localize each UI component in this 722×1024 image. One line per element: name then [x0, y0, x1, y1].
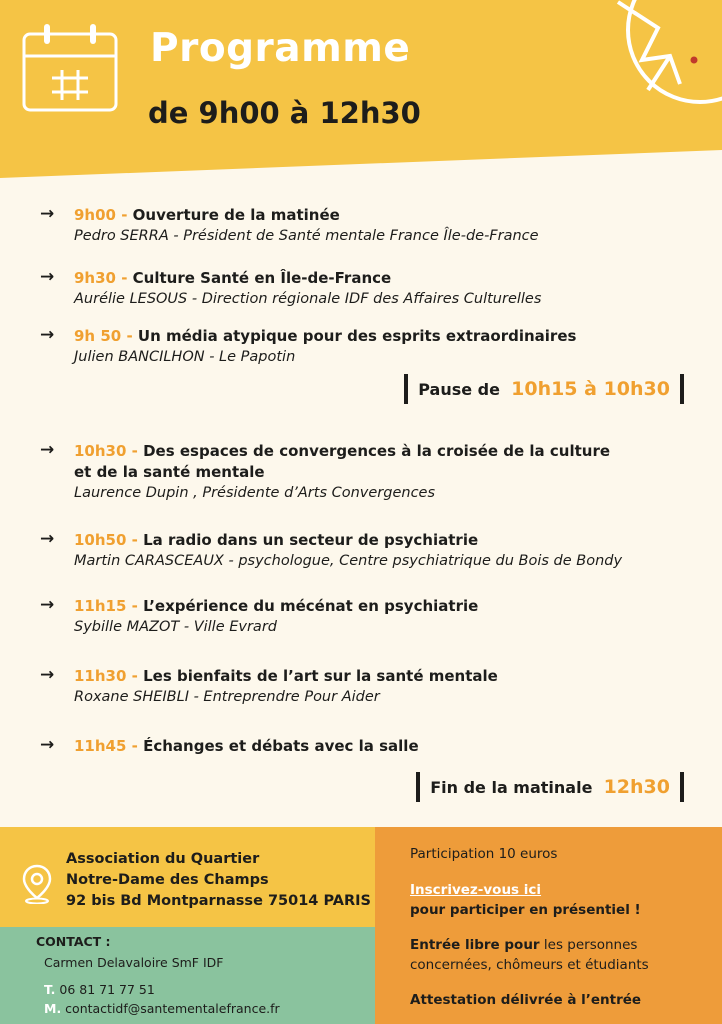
program-item: → 9h00 - Ouverture de la matinée Pedro SERRA - Président de Santé mentale France Île-de-France — [40, 205, 700, 246]
end-label: Fin de la matinale — [430, 778, 593, 797]
item-time: 11h45 — [74, 737, 127, 755]
item-title: La radio dans un secteur de psychiatrie — [143, 531, 479, 549]
item-title: Ouverture de la matinée — [132, 206, 340, 224]
page-subtitle: de 9h00 à 12h30 — [148, 96, 421, 130]
contact-email — [44, 1001, 280, 1016]
item-time: 9h30 — [74, 269, 116, 287]
free-entry-rest: les personnes — [539, 937, 638, 953]
item-speaker: Laurence Dupin , Présidente d’Arts Convergences — [74, 485, 436, 501]
divider — [680, 772, 684, 802]
item-title: L’expérience du mécénat en psychiatrie — [143, 597, 479, 615]
arrow-right-icon: → — [40, 665, 55, 685]
phone-label: T. — [44, 982, 56, 997]
contact-title: CONTACT : — [36, 934, 111, 949]
end-time: 12h30 — [603, 776, 670, 798]
item-title: Culture Santé en Île-de-France — [132, 269, 392, 287]
calendar-icon — [18, 20, 122, 116]
participation-text: Participation 10 euros — [410, 846, 558, 862]
item-time: 11h30 — [74, 667, 127, 685]
pause-label: Pause de — [418, 380, 500, 399]
item-speaker: Pedro SERRA - Président de Santé mentale France Île-de-France — [74, 228, 539, 244]
program-item: → 10h30 - Des espaces de convergences à la croisée de la culture et de la santé mentale Laurence Dupin , Présidente d’Arts Convergences — [40, 441, 700, 503]
contact-phone — [44, 982, 155, 997]
arrow-right-icon: → — [40, 267, 55, 287]
program-item: → 11h45 - Échanges et débats avec la salle — [40, 735, 419, 755]
item-speaker: Julien BANCILHON - Le Papotin — [74, 349, 296, 365]
item-speaker: Martin CARASCEAUX - psychologue, Centre psychiatrique du Bois de Bondy — [74, 553, 623, 569]
item-time: 10h50 — [74, 531, 127, 549]
venue-line: 92 bis Bd Montparnasse 75014 PARIS — [66, 893, 371, 909]
header-banner — [0, 0, 722, 200]
item-title-continued: et de la santé mentale — [74, 463, 265, 481]
free-entry-bold: Entrée libre pour — [410, 937, 540, 953]
email-label: M. — [44, 1001, 62, 1016]
page-title: Programme — [150, 26, 411, 71]
arrow-right-icon: → — [40, 595, 55, 615]
item-title: Un média atypique pour des esprits extraordinaires — [137, 327, 577, 345]
location-pin-icon — [22, 864, 52, 904]
register-link[interactable]: Inscrivez-vous ici — [410, 882, 542, 898]
program-item: → 9h 50 - Un média atypique pour des esprits extraordinaires Julien BANCILHON - Le Papotin — [40, 326, 700, 367]
program-item: → 9h30 - Culture Santé en Île-de-France Aurélie LESOUS - Direction régionale IDF des Affaires Culturelles — [40, 268, 700, 309]
registration-block — [410, 880, 641, 920]
certificate-text: Attestation délivrée à l’entrée — [410, 992, 642, 1008]
program-item: → 10h50 - La radio dans un secteur de psychiatrie Martin CARASCEAUX - psychologue, Centre psychiatrique du Bois de Bondy — [40, 530, 700, 571]
item-speaker: Roxane SHEIBLI - Entreprendre Pour Aider — [74, 689, 380, 705]
end-banner — [416, 772, 684, 802]
arrow-right-icon: → — [40, 325, 55, 345]
email-address[interactable]: contactidf@santementalefrance.fr — [65, 1001, 280, 1016]
pause-banner — [404, 374, 684, 404]
arrow-right-icon: → — [40, 529, 55, 549]
item-title: Échanges et débats avec la salle — [143, 737, 419, 755]
free-entry-line2: concernées, chômeurs et étudiants — [410, 957, 649, 973]
item-speaker: Sybille MAZOT - Ville Evrard — [74, 619, 277, 635]
contact-name: Carmen Delavaloire SmF IDF — [44, 955, 224, 970]
arrow-right-icon: → — [40, 440, 55, 460]
item-title: Les bienfaits de l’art sur la santé mentale — [143, 667, 498, 685]
phone-number[interactable]: 06 81 71 77 51 — [59, 982, 155, 997]
arrow-right-icon: → — [40, 204, 55, 224]
program-item: → 11h15 - L’expérience du mécénat en psychiatrie Sybille MAZOT - Ville Evrard — [40, 596, 700, 637]
santé-mentale-logo-icon — [608, 0, 722, 110]
pause-time: 10h15 à 10h30 — [511, 378, 670, 400]
item-time: 10h30 — [74, 442, 127, 460]
register-text: pour participer en présentiel ! — [410, 902, 641, 918]
venue-address — [66, 849, 371, 912]
arrow-right-icon: → — [40, 735, 55, 755]
venue-line: Notre-Dame des Champs — [66, 872, 269, 888]
program-item: → 11h30 - Les bienfaits de l’art sur la santé mentale Roxane SHEIBLI - Entreprendre Pour Aider — [40, 666, 700, 707]
item-time: 11h15 — [74, 597, 127, 615]
venue-line: Association du Quartier — [66, 851, 260, 867]
item-time: 9h 50 — [74, 327, 122, 345]
divider — [680, 374, 684, 404]
item-speaker: Aurélie LESOUS - Direction régionale IDF des Affaires Culturelles — [74, 291, 542, 307]
free-entry-block — [410, 935, 649, 975]
item-time: 9h00 — [74, 206, 116, 224]
item-title: Des espaces de convergences à la croisée de la culture — [143, 442, 611, 460]
